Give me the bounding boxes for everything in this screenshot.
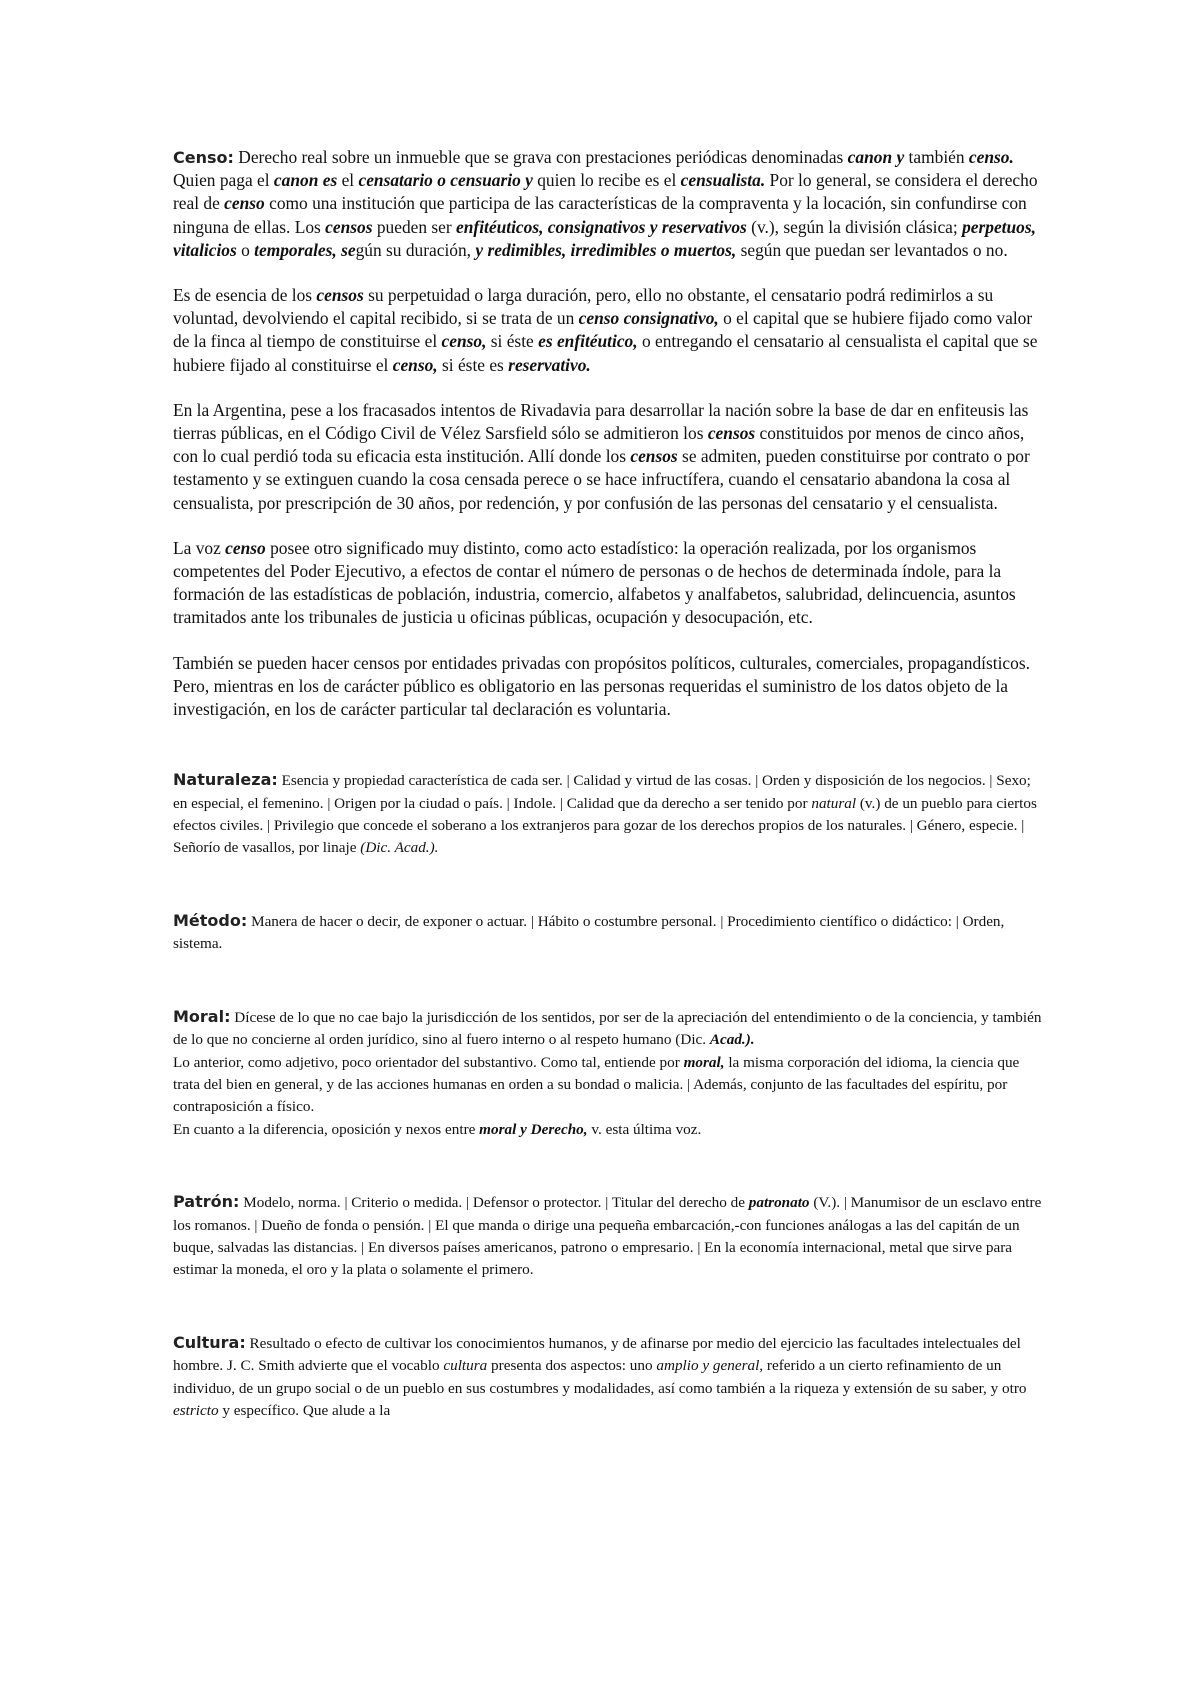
censo-paragraph-5 — [173, 652, 1043, 722]
text-run: Es de esencia de los — [173, 285, 317, 306]
document-page — [173, 146, 1043, 1422]
text-run: (v.) de un pueblo para ciertos efectos civiles. | Privilegio que concede el soberano a los extranjeros para gozar de los derechos propios de los naturales. | Género, especie. | Señorío de vasallos, por linaje — [173, 794, 1037, 857]
text-run: Lo anterior, como adjetivo, poco orientador del substantivo. Como tal, entiende por — [173, 1053, 684, 1071]
censo-paragraph-3 — [173, 399, 1043, 515]
censo-paragraph-2 — [173, 284, 1043, 377]
text-run: se admiten, pueden constituirse por contrato o por testamento y se extinguen cuando la cosa censada perece o se hace infructífera, cuando el censatario abandona la cosa al censualista, por prescripción de 30 años, por redención, y por confusión de las personas del censatario y el censualista. — [173, 446, 1030, 513]
text-run: referido a un cierto refinamiento de un individuo, de un grupo social o de un pueblo en sus costumbres y modalidades, así como también a la riqueza y extensión de su saber, y otro — [173, 1357, 1027, 1397]
text-run: La voz — [173, 537, 226, 558]
text-run: Esencia y propiedad característica de cada ser. | Calidad y virtud de las cosas. | Orden y disposición de los negocios. | Sexo; en especial, el femenino. | Origen por la ciudad o país. | Indole. | Calidad que da derecho a ser tenido por — [173, 772, 1031, 812]
text-run: Quien paga el — [173, 170, 274, 191]
censo-paragraph-4 — [173, 537, 1043, 630]
entry-term: Cultura: — [173, 1332, 246, 1352]
italic-text: natural — [811, 794, 857, 812]
emphasis-term: censo, — [441, 331, 487, 352]
text-run: Derecho real sobre un inmueble que se grava con prestaciones periódicas denominadas — [233, 147, 848, 167]
text-run: su perpetuidad o larga duración, pero, ello no obstante, el censatario podrá redimirlos a su voluntad, devolviendo el capital recibido, si se trata de un — [173, 285, 994, 329]
italic-text: (Dic. Acad.). — [360, 839, 439, 857]
italic-text: cultura — [443, 1357, 488, 1375]
text-run: Manera de hacer o decir, de exponer o actuar. | Hábito o costumbre personal. | Procedimiento científico o didáctico: | Orden, sistema. — [173, 912, 1005, 953]
emphasis-term: reservativo. — [508, 354, 591, 375]
text-run: También se pueden hacer censos por entidades privadas con propósitos políticos, culturales, comerciales, propagandísticos. Pero, mientras en los de carácter público es obligatorio en las personas requeridas el suministro de los datos objeto de la investigación, en los de carácter particular tal declaración es voluntaria. — [173, 652, 1030, 720]
entry-term: Método: — [173, 910, 248, 930]
emphasis-term: temporales, se — [254, 239, 356, 260]
text-run: y específico. Que alude a la — [218, 1401, 391, 1419]
entry-term: Patrón: — [173, 1192, 240, 1212]
emphasis-term: censo — [225, 537, 266, 558]
emphasis-term: censo. — [968, 147, 1014, 167]
emphasis-term: censo — [224, 193, 265, 214]
emphasis-term: canon es — [273, 170, 338, 191]
emphasis-term: perpetuos, vitalicios — [173, 216, 1036, 260]
entry-term: Naturaleza: — [173, 770, 278, 790]
text-run: En cuanto a la diferencia, oposición y nexos entre — [173, 1120, 480, 1138]
text-run: también — [904, 147, 969, 167]
emphasis-term: patronato — [748, 1194, 810, 1212]
text-run: si éste es — [437, 354, 509, 375]
moral-paragraph-1 — [173, 1006, 1043, 1052]
emphasis-term: censos — [325, 216, 373, 237]
patron-paragraph-1 — [173, 1191, 1043, 1282]
entry-metodo — [173, 910, 1043, 956]
emphasis-term: censos — [630, 446, 678, 467]
text-run: o entregando el censatario al censualista el capital que se hubiere fijado al constituirse el — [173, 331, 1038, 375]
italic-text: estricto — [173, 1401, 219, 1419]
entry-term: Moral: — [173, 1006, 231, 1026]
text-run: pueden ser — [372, 216, 457, 237]
entry-censo — [173, 146, 1043, 721]
text-run: Por lo general, se considera el derecho real de — [173, 170, 1038, 214]
text-run: quien lo recibe es el — [532, 170, 681, 191]
entry-term: Censo: — [173, 148, 234, 167]
text-run: (V.). | Manumisor de un esclavo entre los romanos. | Dueño de fonda o pensión. | El que manda o dirige una pequeña embarcación,-con funciones análogas a las del capitán de un buque, salvadas las distancias. | En diversos países americanos, patrono o empresario. | En la economía internacional, metal que sirve para estimar la moneda, el oro y la plata o solamente el primero. — [173, 1194, 1042, 1279]
text-run: el — [337, 170, 359, 191]
emphasis-term: censo consignativo, — [578, 308, 719, 329]
text-run: presenta dos aspectos: uno — [487, 1357, 657, 1375]
text-run: si éste — [486, 331, 539, 352]
entry-naturaleza — [173, 769, 1043, 860]
censo-paragraph-1 — [173, 146, 1043, 262]
text-run: constituidos por menos de cinco años, con lo cual perdió toda su eficacia esta institución. Allí donde los — [173, 423, 1025, 467]
emphasis-term: moral y Derecho, — [479, 1120, 588, 1138]
emphasis-term: canon y — [847, 147, 905, 167]
entry-patron — [173, 1191, 1043, 1282]
emphasis-term: censatario o censuario y — [358, 170, 533, 191]
moral-paragraph-3 — [173, 1119, 1043, 1141]
naturaleza-paragraph-1 — [173, 769, 1043, 860]
text-run: Resultado o efecto de cultivar los conocimientos humanos, y de afinarse por medio del ejercicio las facultades intelectuales del hombre. J. C. Smith advierte que el vocablo — [173, 1334, 1021, 1375]
entry-moral — [173, 1006, 1043, 1141]
metodo-paragraph-1 — [173, 910, 1043, 956]
emphasis-term: y redimibles, irredimibles o muertos, — [475, 239, 737, 260]
entry-cultura — [173, 1332, 1043, 1423]
text-run: En la Argentina, pese a los fracasados intentos de Rivadavia para desarrollar la nación sobre la base de dar en enfiteusis las tierras públicas, en el Código Civil de Vélez Sarsfield sólo se admitieron los — [173, 399, 1029, 444]
text-run: como una institución que participa de las características de la compraventa y la locación, sin confundirse con ninguna de ellas. Los — [173, 193, 1027, 237]
text-run: según que puedan ser levantados o no. — [736, 239, 1008, 260]
text-run: o — [236, 239, 255, 260]
text-run: v. esta última voz. — [587, 1120, 702, 1138]
emphasis-term: es enfitéutico, — [538, 331, 638, 352]
italic-text: amplio y general, — [656, 1357, 764, 1375]
text-run: Modelo, norma. | Criterio o medida. | Defensor o protector. | Titular del derecho de — [239, 1194, 749, 1212]
text-run: (v.), según la división clásica; — [746, 216, 963, 237]
emphasis-term: censo, — [392, 354, 438, 375]
emphasis-term: moral, — [683, 1053, 725, 1071]
emphasis-term: Acad.). — [709, 1031, 755, 1049]
emphasis-term: censos — [707, 423, 756, 444]
text-run: o el capital que se hubiere fijado como valor de la finca al tiempo de constituirse el — [173, 308, 1033, 352]
emphasis-term: censualista. — [680, 170, 766, 191]
text-run: gún su duración, — [355, 239, 476, 260]
text-run: posee otro significado muy distinto, como acto estadístico: la operación realizada, por los organismos competentes del Poder Ejecutivo, a efectos de contar el número de personas o de hechos de determinada índole, para la formación de las estadísticas de población, industria, comercio, alfabetos y analfabetos, salubridad, delincuencia, asuntos tramitados ante los tribunales de justicia u oficinas públicas, ocupación y desocupación, etc. — [173, 537, 1016, 628]
emphasis-term: enfitéuticos, consignativos y reservativos — [456, 216, 747, 237]
cultura-paragraph-1 — [173, 1332, 1043, 1423]
text-run: la misma corporación del idioma, la ciencia que trata del bien en general, y de las acciones humanas en orden a su bondad o malicia. | Además, conjunto de las facultades del espíritu, por contraposición a físico. — [173, 1053, 1020, 1116]
moral-paragraph-2 — [173, 1052, 1043, 1119]
text-run: Dícese de lo que no cae bajo la jurisdicción de los sentidos, por ser de la apreciación del entendimiento o de la conciencia, y también de lo que no concierne al orden jurídico, sino al fuero interno o al respeto humano (Dic. — [173, 1008, 1042, 1049]
emphasis-term: censos — [316, 285, 364, 306]
